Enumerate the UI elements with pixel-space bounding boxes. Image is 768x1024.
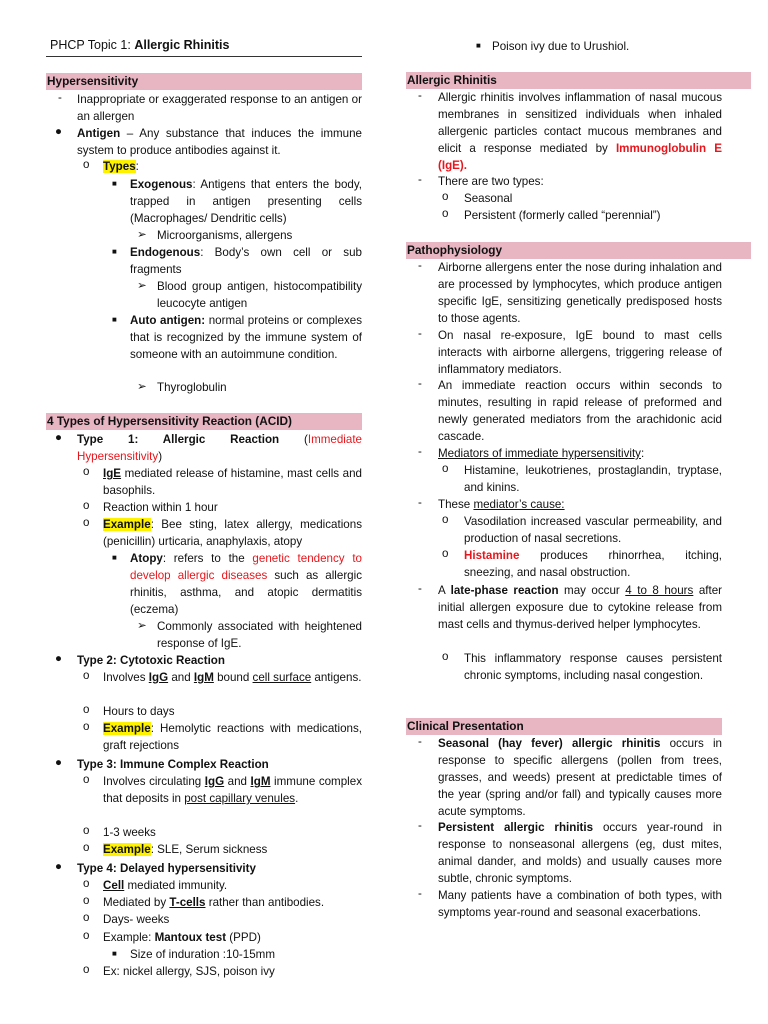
square-bullet: ■	[112, 553, 117, 562]
dash-bullet: -	[58, 91, 62, 104]
section-header-hypersensitivity-types: 4 Types of Hypersensitivity Reaction (ACID)	[46, 413, 362, 430]
list-item: o Ex: nickel allergy, SJS, poison ivy	[83, 963, 275, 978]
disc-bullet: ●	[55, 860, 63, 873]
list-item: o 1-3 weeks	[83, 824, 156, 839]
list-item: - Mediators of immediate hypersensitivity:	[418, 445, 645, 460]
square-bullet: ■	[112, 949, 117, 958]
list-item: o Mediated by T-cells rather than antibodies.	[83, 894, 325, 909]
list-item: o Involves IgG and IgM bound cell surface antigens.	[83, 669, 362, 684]
circle-bullet: o	[83, 894, 90, 907]
circle-bullet: o	[83, 824, 90, 837]
list-item: o Histamine, leukotrienes, prostaglandin, tryptase, and kinins.	[442, 462, 722, 494]
list-item: o This inflammatory response causes persistent chronic symptoms, including nasal congestion.	[442, 650, 722, 682]
disc-bullet: ●	[55, 431, 63, 444]
list-item: o Types:	[83, 158, 139, 173]
list-item: ● Type 4: Delayed hypersensitivity	[55, 860, 256, 875]
list-item: ➢ Microorganisms, allergens	[137, 228, 293, 242]
list-item: - These mediator’s cause:	[418, 496, 565, 511]
list-item: o Vasodilation increased vascular permeability, and production of nasal secretions.	[442, 513, 722, 545]
disc-bullet: ●	[55, 125, 63, 138]
list-item: o Cell mediated immunity.	[83, 877, 228, 892]
list-item: - Many patients have a combination of both types, with symptoms year-round and seasonal exacerbations.	[418, 887, 722, 919]
dash-bullet: -	[418, 582, 422, 595]
square-bullet: ■	[112, 315, 117, 324]
circle-bullet: o	[83, 877, 90, 890]
list-item: o Histamine produces rhinorrhea, itching, sneezing, and nasal obstruction.	[442, 547, 722, 579]
list-item: ➢ Blood group antigen, histocompatibility leucocyte antigen	[137, 279, 362, 310]
section-header-hypersensitivity: Hypersensitivity	[46, 73, 362, 90]
list-item: ■ Poison ivy due to Urushiol.	[476, 40, 630, 53]
list-item: - A late-phase reaction may occur 4 to 8 hours after initial allergen exposure due to cytokine release from mast cells and thymus-derived helper lymphocytes.	[418, 582, 723, 631]
square-bullet: ■	[112, 247, 117, 256]
circle-bullet: o	[83, 720, 90, 733]
list-item: o Hours to days	[83, 703, 175, 718]
arrow-bullet: ➢	[137, 619, 147, 632]
list-item: - Persistent allergic rhinitis occurs year-round in response to nonseasonal allergens (eg, dust mites, animal dander, and molds) and usually causes more subtle, chronic symptoms.	[418, 819, 722, 885]
section-header-clinical-presentation: Clinical Presentation	[406, 718, 722, 735]
dash-bullet: -	[418, 259, 422, 272]
list-item: - Inappropriate or exaggerated response to an antigen or an allergen	[58, 91, 362, 123]
section-header-allergic-rhinitis: Allergic Rhinitis	[406, 72, 751, 89]
circle-bullet: o	[83, 669, 90, 682]
list-item: ● Antigen – Any substance that induces the immune system to produce antibodies against it.	[55, 125, 362, 157]
circle-bullet: o	[83, 963, 90, 976]
circle-bullet: o	[83, 703, 90, 716]
list-item: ■ Atopy: refers to the genetic tendency to develop allergic diseases such as allergic rhinitis, asthma, and atopic dermatitis (eczema)	[112, 552, 362, 616]
circle-bullet: o	[442, 650, 449, 663]
circle-bullet: o	[83, 773, 90, 786]
circle-bullet: o	[442, 207, 449, 220]
list-item: ■ Auto antigen: normal proteins or complexes that is recognized by the immune system of someone with an autoimmune condition.	[112, 314, 363, 361]
page-title: PHCP Topic 1: Allergic Rhinitis	[50, 38, 230, 52]
list-item: ● Type 2: Cytotoxic Reaction	[55, 652, 225, 667]
circle-bullet: o	[442, 547, 449, 560]
square-bullet: ■	[112, 179, 117, 188]
list-item: o IgE mediated release of histamine, mast cells and basophils.	[83, 465, 362, 497]
list-item: o Example: Mantoux test (PPD)	[83, 929, 261, 944]
list-item: o Example: Hemolytic reactions with medications, graft rejections	[83, 720, 362, 752]
disc-bullet: ●	[55, 652, 63, 665]
arrow-bullet: ➢	[137, 228, 147, 241]
title-rule	[46, 56, 362, 57]
list-item: ➢ Commonly associated with heightened response of IgE.	[137, 619, 362, 650]
list-item: o Example: SLE, Serum sickness	[83, 841, 268, 856]
list-item: o Example: Bee sting, latex allergy, medications (penicillin) urticaria, anaphylaxis, atopy	[83, 516, 362, 548]
list-item: - An immediate reaction occurs within seconds to minutes, resulting in rapid release of preformed and newly generated mediators from the arachidonic acid cascade.	[418, 377, 722, 443]
circle-bullet: o	[83, 465, 90, 478]
list-item: ➢ Thyroglobulin	[137, 380, 227, 394]
dash-bullet: -	[418, 89, 422, 102]
circle-bullet: o	[83, 158, 90, 171]
section-header-pathophysiology: Pathophysiology	[406, 242, 751, 259]
list-item: o Persistent (formerly called “perennial”)	[442, 207, 661, 222]
list-item: ■ Endogenous: Body’s own cell or sub fragments	[112, 246, 362, 276]
dash-bullet: -	[418, 445, 422, 458]
list-item: ● Type 3: Immune Complex Reaction	[55, 756, 269, 771]
list-item: o Seasonal	[442, 190, 513, 205]
dash-bullet: -	[418, 887, 422, 900]
arrow-bullet: ➢	[137, 279, 147, 292]
list-item: ■ Exogenous: Antigens that enters the body, trapped in antigen presenting cells (Macrophages/ Dendritic cells)	[112, 178, 362, 225]
circle-bullet: o	[83, 929, 90, 942]
list-item: o Involves circulating IgG and IgM immune complex that deposits in post capillary venules.	[83, 773, 362, 805]
dash-bullet: -	[418, 735, 422, 748]
dash-bullet: -	[418, 173, 422, 186]
list-item: - There are two types:	[418, 173, 544, 188]
list-item: - Seasonal (hay fever) allergic rhinitis occurs in response to specific allergens (pollen from trees, grasses, and weeds) present at predictable times of the year (spring and/or fall) and typically causes more acute symptoms.	[418, 735, 722, 818]
circle-bullet: o	[83, 516, 90, 529]
dash-bullet: -	[418, 377, 422, 390]
circle-bullet: o	[442, 462, 449, 475]
square-bullet: ■	[476, 41, 481, 50]
list-item: - Airborne allergens enter the nose during inhalation and are processed by lymphocytes, which produce antigen specific IgE, sensitizing genetically predisposed hosts to those agents.	[418, 259, 722, 325]
list-item: o Reaction within 1 hour	[83, 499, 218, 514]
circle-bullet: o	[442, 190, 449, 203]
list-item: ● Type 1: Allergic Reaction (Immediate Hypersensitivity)	[55, 431, 362, 463]
arrow-bullet: ➢	[137, 380, 147, 393]
circle-bullet: o	[83, 499, 90, 512]
circle-bullet: o	[83, 841, 90, 854]
dash-bullet: -	[418, 496, 422, 509]
list-item: - Allergic rhinitis involves inflammation of nasal mucous membranes in sensitized individuals when inhaled allergenic particles contact mucous membranes and elicit a response mediated by Immunoglobulin E (IgE).	[418, 89, 722, 172]
dash-bullet: -	[418, 327, 422, 340]
list-item: o Days- weeks	[83, 911, 170, 926]
circle-bullet: o	[83, 911, 90, 924]
disc-bullet: ●	[55, 756, 63, 769]
dash-bullet: -	[418, 819, 422, 832]
list-item: ■ Size of induration :10-15mm	[112, 948, 275, 961]
circle-bullet: o	[442, 513, 449, 526]
list-item: - On nasal re-exposure, IgE bound to mast cells interacts with airborne allergens, triggering release of inflammatory mediators.	[418, 327, 722, 376]
